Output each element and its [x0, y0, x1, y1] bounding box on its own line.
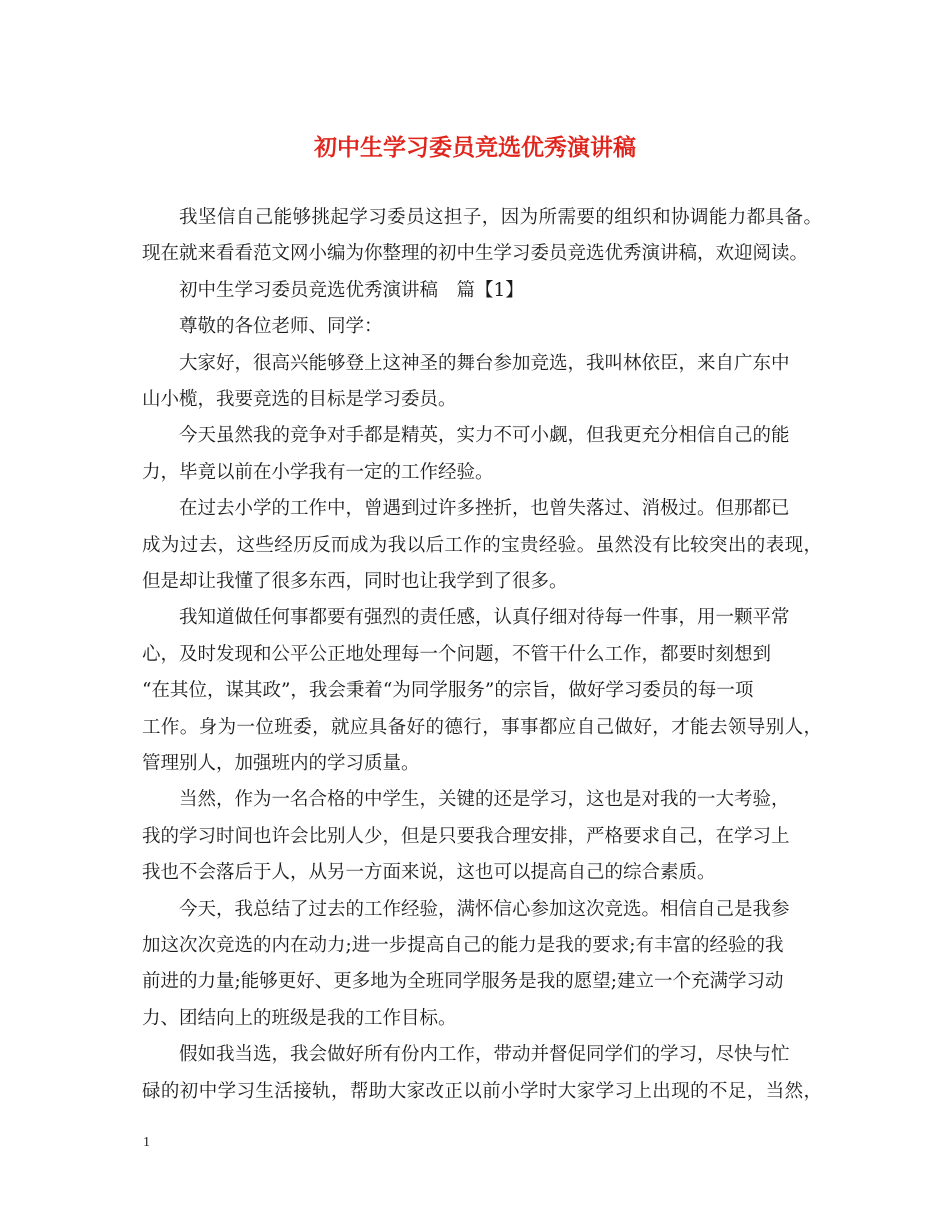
text-line: 大家好，很高兴能够登上这神圣的舞台参加竞选，我叫林依臣，来自广东中 — [179, 352, 790, 374]
text-line: 初中生学习委员竞选优秀演讲稿 篇【1】 — [179, 279, 524, 301]
text-line: 当然，作为一名合格的中学生，关键的还是学习，这也是对我的一大考验， — [179, 789, 790, 811]
text-line: 在过去小学的工作中，曾遇到过许多挫折，也曾失落过、消极过。但那都已 — [179, 498, 790, 520]
text-line: 尊敬的各位老师、同学： — [179, 316, 383, 338]
text-line: 假如我当选，我会做好所有份内工作，带动并督促同学们的学习，尽快与忙 — [179, 1044, 790, 1066]
text-line: 我的学习时间也许会比别人少，但是只要我合理安排，严格要求自己，在学习上 — [142, 825, 790, 847]
text-line: 今天，我总结了过去的工作经验，满怀信心参加这次竞选。相信自己是我参 — [179, 898, 790, 920]
page-number: 1 — [143, 1135, 150, 1150]
text-line: 我知道做任何事都要有强烈的责任感，认真仔细对待每一件事，用一颗平常 — [179, 607, 790, 629]
text-line: 我也不会落后于人，从另一方面来说，这也可以提高自己的综合素质。 — [142, 862, 716, 884]
text-line: 碌的初中学习生活接轨，帮助大家改正以前小学时大家学习上出现的不足，当然， — [142, 1080, 822, 1102]
text-line: 加这次次竞选的内在动力;进一步提高自己的能力是我的要求;有丰富的经验的我 — [142, 935, 784, 956]
text-line: “在其位，谋其政”，我会秉着“为同学服务”的宗旨，做好学习委员的每一项 — [142, 680, 754, 702]
text-line: 成为过去，这些经历反而成为我以后工作的宝贵经验。虽然没有比较突出的表现， — [142, 534, 822, 556]
text-line: 山小榄，我要竞选的目标是学习委员。 — [142, 389, 457, 410]
text-line: 力、团结向上的班级是我的工作目标。 — [142, 1007, 457, 1029]
text-line: 前进的力量;能够更好、更多地为全班同学服务是我的愿望;建立一个充满学习动 — [142, 971, 784, 993]
text-line: 工作。身为一位班委，就应具备好的德行，事事都应自己做好，才能去领导别人， — [142, 716, 822, 738]
text-line: 管理别人，加强班内的学习质量。 — [142, 753, 420, 774]
text-line: 今天虽然我的竞争对手都是精英，实力不可小觑，但我更充分相信自己的能 — [179, 425, 790, 447]
text-line: 现在就来看看范文网小编为你整理的初中生学习委员竞选优秀演讲稿，欢迎阅读。 — [142, 243, 809, 265]
document-title: 初中生学习委员竞选优秀演讲稿 — [314, 134, 636, 161]
text-line: 心，及时发现和公平公正地处理每一个问题，不管干什么工作，都要时刻想到 — [142, 643, 772, 665]
text-line: 但是却让我懂了很多东西，同时也让我学到了很多。 — [142, 571, 568, 592]
text-line: 力，毕竟以前在小学我有一定的工作经验。 — [142, 461, 494, 483]
text-line: 我坚信自己能够挑起学习委员这担子，因为所需要的组织和协调能力都具备。 — [179, 207, 822, 228]
